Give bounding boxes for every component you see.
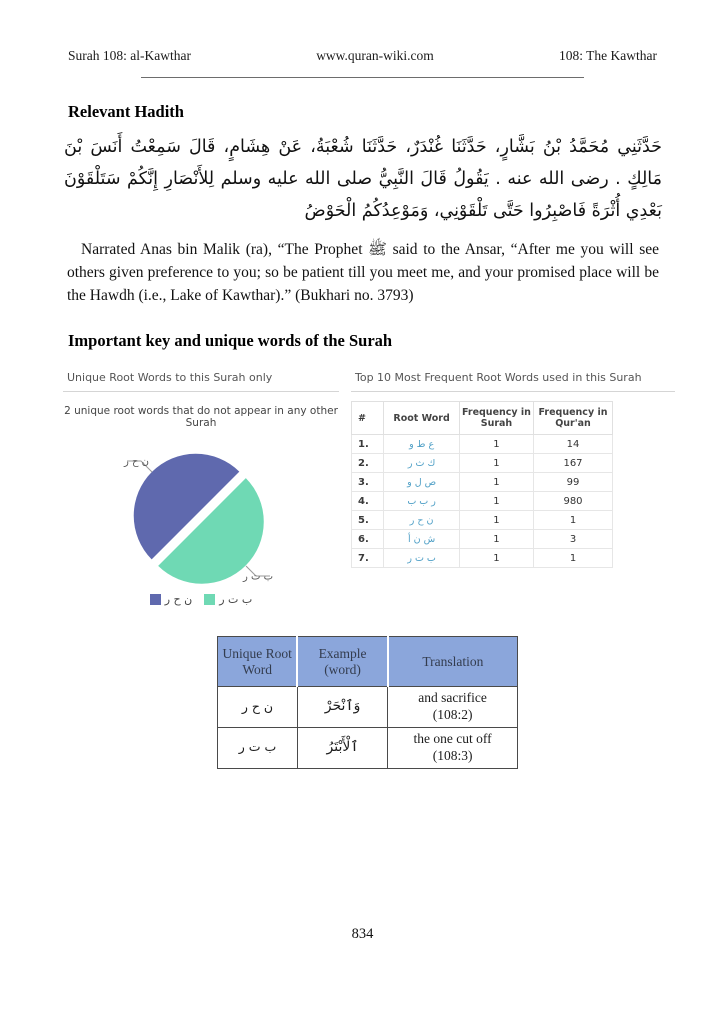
unique-col-root: Unique Root Word	[218, 637, 298, 687]
unique-col-example: Example (word)	[297, 637, 387, 687]
translation-cell	[388, 728, 518, 769]
freq-in-surah: 1	[459, 549, 533, 568]
pie-slice-label-nhr: ن ح ر	[124, 456, 149, 468]
header-surah-title: Surah 108: al-Kawthar	[68, 48, 191, 63]
page-number: 834	[351, 926, 374, 942]
legend-item-btr	[204, 593, 252, 606]
row-index: 4.	[352, 492, 384, 511]
freq-in-quran: 1	[534, 511, 613, 530]
row-index: 5.	[352, 511, 384, 530]
root-word-link[interactable]: ش ن أ	[407, 533, 436, 545]
freq-table-header-row	[352, 402, 613, 435]
row-index: 7.	[352, 549, 384, 568]
pie-panel-title: Unique Root Words to this Surah only	[63, 371, 339, 392]
translation-ref: (108:2)	[432, 707, 473, 723]
freq-col-root: Root Word	[384, 402, 460, 435]
frequent-roots-table	[351, 401, 613, 568]
unique-roots-pie-chart	[63, 433, 339, 591]
header-surah-name-en: 108: The Kawthar	[559, 48, 657, 63]
unique-root-nhr: ن ح ر	[241, 698, 274, 714]
row-index: 3.	[352, 473, 384, 492]
legend-label-btr: ب ت ر	[219, 593, 253, 607]
header-website: www.quran-wiki.com	[316, 48, 434, 63]
unique-col-translation: Translation	[388, 637, 518, 687]
key-words-heading: Important key and unique words of the Surah	[68, 331, 393, 351]
root-word-link[interactable]: ص ل و	[407, 476, 437, 488]
translation-cell	[388, 687, 518, 728]
root-word-link[interactable]: ع ط و	[409, 438, 435, 450]
freq-in-quran: 14	[534, 435, 613, 454]
root-word-link[interactable]: ب ت ر	[407, 552, 436, 564]
freq-in-surah: 1	[459, 511, 533, 530]
translation-text: and sacrifice	[418, 690, 487, 706]
translation-text: the one cut off	[413, 731, 492, 747]
freq-in-surah: 1	[459, 454, 533, 473]
row-index: 2.	[352, 454, 384, 473]
pie-legend	[63, 593, 339, 606]
root-word-link[interactable]: ن ح ر	[409, 514, 434, 526]
table-row	[352, 530, 613, 549]
table-row	[352, 435, 613, 454]
freq-col-number: #	[352, 402, 384, 435]
hadith-english-text: Narrated Anas bin Malik (ra), “The Prophet ﷺ said to the Ansar, “After me you will see others given preference to you; so be patient till you meet me, and your promised place will be the Hawdh (i.e., Lake of Kawthar).” (Bukhari no. 3793)	[67, 240, 659, 305]
unique-table-header-row	[218, 637, 518, 687]
freq-in-quran: 3	[534, 530, 613, 549]
freq-col-quran: Frequency in Qur'an	[534, 402, 613, 435]
table-row	[218, 687, 518, 728]
table-row	[352, 473, 613, 492]
freq-in-quran: 1	[534, 549, 613, 568]
legend-swatch-nhr	[150, 594, 161, 605]
freq-col-surah: Frequency in Surah	[459, 402, 533, 435]
freq-in-surah: 1	[459, 530, 533, 549]
frequent-roots-table-panel	[351, 371, 675, 606]
table-row	[218, 728, 518, 769]
table-row	[352, 511, 613, 530]
table-row	[352, 492, 613, 511]
legend-item-nhr	[150, 593, 192, 606]
freq-in-quran: 99	[534, 473, 613, 492]
unique-roots-pie-panel	[63, 371, 339, 606]
freq-panel-title: Top 10 Most Frequent Root Words used in this Surah	[351, 371, 675, 392]
pie-panel-subtitle: 2 unique root words that do not appear in any other Surah	[64, 405, 338, 430]
unique-root-btr: ب ت ر	[238, 739, 277, 755]
freq-in-quran: 980	[534, 492, 613, 511]
table-row	[352, 454, 613, 473]
example-word-wanhar: وَٱنْحَرْ	[324, 698, 361, 715]
legend-swatch-btr	[204, 594, 215, 605]
row-index: 6.	[352, 530, 384, 549]
example-word-alabtar: ٱلْأَبْتَرُ	[326, 739, 359, 756]
root-word-link[interactable]: ر ب ب	[407, 495, 436, 507]
freq-in-surah: 1	[459, 492, 533, 511]
charts-row	[63, 371, 675, 606]
row-index: 1.	[352, 435, 384, 454]
freq-in-surah: 1	[459, 435, 533, 454]
table-row	[352, 549, 613, 568]
running-header	[68, 48, 657, 64]
freq-in-quran: 167	[534, 454, 613, 473]
translation-ref: (108:3)	[432, 747, 473, 763]
legend-label-nhr: ن ح ر	[164, 593, 193, 607]
freq-in-surah: 1	[459, 473, 533, 492]
relevant-hadith-heading: Relevant Hadith	[68, 102, 184, 121]
unique-words-table	[217, 636, 518, 769]
pie-slice-label-btr: ب ت ر	[242, 571, 273, 583]
header-divider	[141, 77, 584, 78]
hadith-arabic-text: حَدَّثَنِي مُحَمَّدُ بْنُ بَشَّارٍ، حَدَّثَنَا غُنْدَرٌ، حَدَّثَنَا شُعْبَةُ، عَنْ هِشَامٍ، قَالَ سَمِعْتُ أَنَسَ بْنَ مَالِكٍ . رضى الله عنه . يَقُولُ قَالَ النَّبِيُّ صلى الله عليه وسلم لِلأَنْصَارِ إِنَّكُمْ سَتَلْقَوْنَ بَعْدِي أُثْرَةً فَاصْبِرُوا حَتَّى تَلْقَوْنِي، وَمَوْعِدُكُمُ الْحَوْضُ	[64, 137, 662, 221]
root-word-link[interactable]: ك ث ر	[407, 457, 436, 469]
